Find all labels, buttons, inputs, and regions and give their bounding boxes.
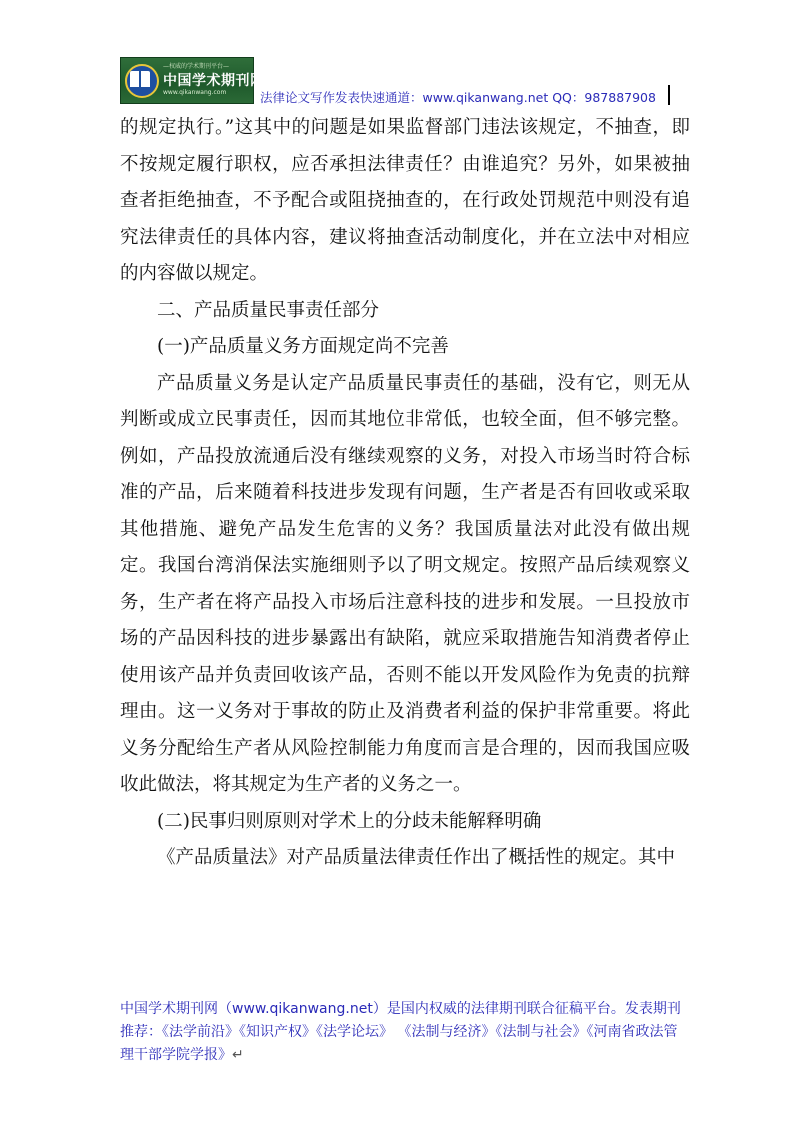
logo-name: 中国学术期刊网 <box>163 73 265 89</box>
logo-tagline: —权威的学术期刊平台— <box>163 63 230 70</box>
section-heading: 二、产品质量民事责任部分 <box>157 299 380 321</box>
document-body <box>120 110 690 877</box>
logo-url: www.qikanwang.com <box>163 89 227 96</box>
footer-text: 中国学术期刊网（www.qikanwang.net）是国内权威的法律期刊联合征稿平台。发表期刊推荐：《法学前沿》《知识产权》《法学论坛》 《法制与经济》《法制与社会》《河南省政法管理干部学院学报》 <box>120 1001 681 1063</box>
paragraph-end-mark: ↵ <box>232 1047 244 1063</box>
footer-note <box>120 998 690 1067</box>
subsection-heading-2: (二)民事归则原则对学术上的分歧未能解释明确 <box>157 810 542 832</box>
paragraph-body: 产品质量义务是认定产品质量民事责任的基础，没有它，则无从判断或成立民事责任，因而其地位非常低，也较全面，但不够完整。例如，产品投放流通后没有继续观察的义务，对投入市场当时符合标准的产品，后来随着科技进步发现有问题，生产者是否有回收或采取其他措施、避免产品发生危害的义务？我国质量法对此没有做出规定。我国台湾消保法实施细则予以了明文规定。按照产品后续观察义务，生产者在将产品投入市场后注意科技的进步和发展。一旦投放市场的产品因科技的进步暴露出有缺陷，就应采取措施告知消费者停止使用该产品并负责回收该产品，否则不能以开发风险作为免责的抗辩理由。这一义务对于事故的防止及消费者利益的保护非常重要。将此义务分配给生产者从风险控制能力角度而言是合理的，因而我国应吸收此做法，将其规定为生产者的义务之一。 <box>120 372 690 795</box>
header-promo-text: 法律论文写作发表快速通道：www.qikanwang.net QQ：987887908 <box>260 90 656 105</box>
book-icon <box>130 71 150 87</box>
paragraph-continuation: 的规定执行。”这其中的问题是如果监督部门违法该规定，不抽查，即不按规定履行职权，应否承担法律责任？由谁追究？另外，如果被抽查者拒绝抽查，不予配合或阻挠抽查的，在行政处罚规范中则没有追究法律责任的具体内容，建议将抽查活动制度化，并在立法中对相应的内容做以规定。 <box>120 117 690 284</box>
subsection-heading-1: (一)产品质量义务方面规定尚不完善 <box>157 336 449 357</box>
site-logo[interactable] <box>120 57 265 104</box>
paragraph-last: 《产品质量法》对产品质量法律责任作出了概括性的规定。其中 <box>157 847 676 868</box>
text-cursor <box>668 85 670 105</box>
